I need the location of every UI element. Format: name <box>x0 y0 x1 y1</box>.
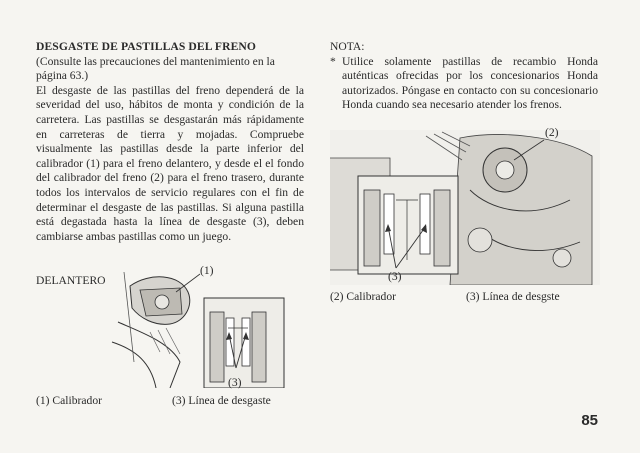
note-item <box>330 55 598 113</box>
front-caption-wear-line: (3) Línea de desgaste <box>172 394 271 407</box>
front-callout-3: (3) <box>228 376 242 389</box>
rear-caption-wear-line: (3) Línea de desgste <box>466 290 560 303</box>
right-column <box>330 40 598 113</box>
rear-callout-3: (3) <box>388 270 402 283</box>
note-bullet: * <box>330 54 336 68</box>
left-column <box>36 40 304 244</box>
section-heading: DESGASTE DE PASTILLAS DEL FRENO <box>36 40 257 53</box>
front-brake-illustration <box>110 262 310 388</box>
front-caption-caliper: (1) Calibrador <box>36 394 102 407</box>
reference-paragraph: (Consulte las precauciones del mantenimiento en la página 63.) <box>36 54 275 83</box>
rear-brake-illustration <box>330 130 600 285</box>
rear-callout-2: (2) <box>545 126 559 139</box>
note-text: Utilice solamente pastillas de recambio Honda auténticas ofrecidas por los concesionarios Honda autorizados. Póngase en contacto con su concesionario Honda cuando sea necesario atender los frenos. <box>342 54 598 112</box>
body-paragraph: El desgaste de las pastillas del freno dependerá de la severidad del uso, hábitos de monta y condición de la carretera. Las pastillas se desgastarán más rápidamente en carreteras de tierra y mojadas. Compruebe visualmente las pastillas desde la parte inferior del calibrador (1) para el freno delantero, y desde el el fondo del calibrador del freno (2) para el freno trasero, durante todos los intervalos de servicio regulares con el fin de determinar el desgaste de las pastillas. Si alguna pastilla está degastada hasta la línea de desgaste (3), deben cambiarse ambas pastillas como un juego. <box>36 83 304 243</box>
rear-caption-caliper: (2) Calibrador <box>330 290 396 303</box>
front-callout-1: (1) <box>200 264 214 277</box>
front-label: DELANTERO <box>36 274 106 287</box>
page-number: 85 <box>581 412 598 429</box>
note-title: NOTA: <box>330 40 365 53</box>
